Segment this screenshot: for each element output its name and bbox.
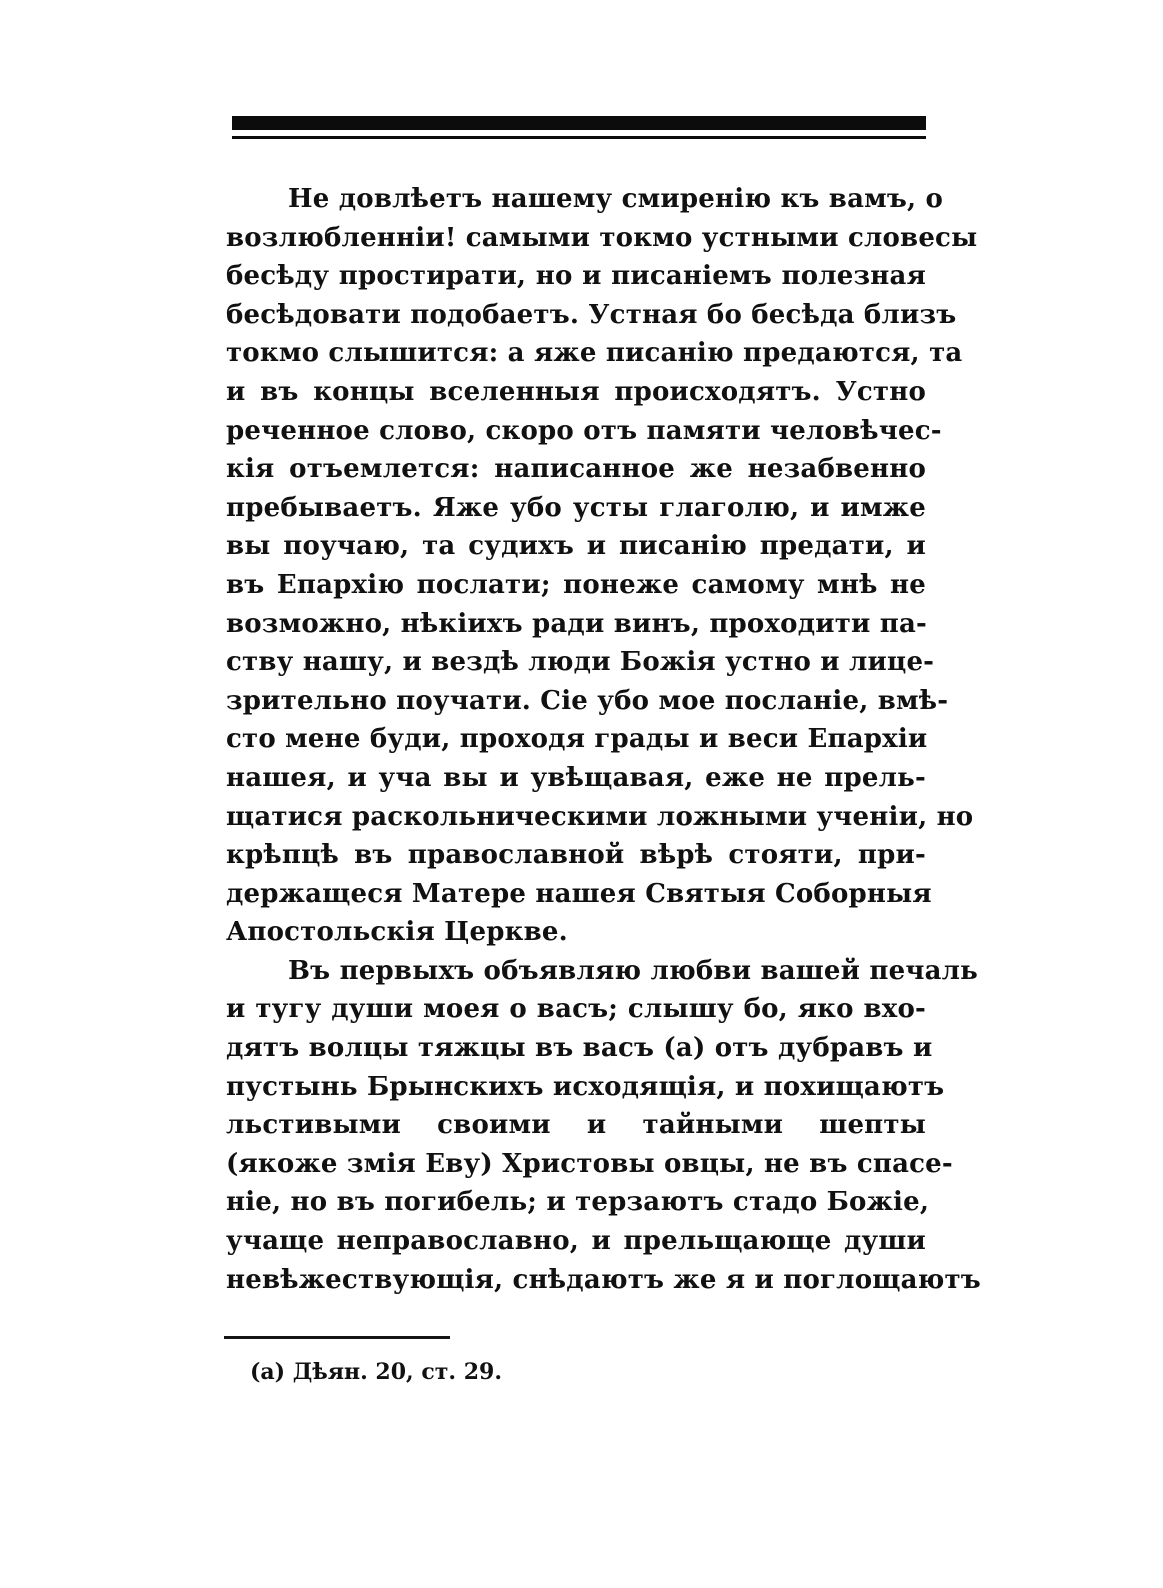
text-line: невѣжествующія, снѣдаютъ же я и поглощаютъ bbox=[226, 1264, 981, 1295]
text-line: Въ первыхъ объявляю любви вашей печаль bbox=[288, 955, 978, 986]
text-line: Апостольскія Церкве. bbox=[226, 917, 568, 948]
text-line: льстивыми своими и тайными шепты bbox=[226, 1110, 926, 1141]
text-line: пустынь Брынскихъ исходящія, и похищаютъ bbox=[226, 1071, 945, 1102]
text-line: ству нашу, и вездѣ люди Божія устно и лице- bbox=[226, 647, 935, 678]
text-line: учаще неправославно, и прельщающе души bbox=[226, 1226, 926, 1257]
text-line: ніе, но въ погибель; и терзаютъ стадо Божіе, bbox=[226, 1187, 930, 1218]
footnote: (а) Дѣян. 20, ст. 29. bbox=[250, 1359, 502, 1385]
text-line: дятъ волцы тяжцы въ васъ (а) отъ дубравъ и bbox=[226, 1033, 933, 1064]
text-line: и въ концы вселенныя происходятъ. Устно bbox=[226, 376, 926, 407]
text-line: токмо слышится: а яже писанію предаются, та bbox=[226, 338, 963, 369]
text-line: держащеся Матере нашея Святыя Соборныя bbox=[226, 878, 932, 909]
text-line: зрительно поучати. Сіе убо мое посланіе, вмѣ- bbox=[226, 685, 949, 716]
text-line: сто мене буди, проходя грады и веси Епархіи bbox=[226, 724, 928, 755]
text-line: бесѣду простирати, но и писаніемъ полезная bbox=[226, 261, 926, 292]
text-line: возможно, нѣкіихъ ради винъ, проходити па- bbox=[226, 608, 928, 639]
text-line: крѣпцѣ въ православной вѣрѣ стояти, при- bbox=[226, 840, 926, 871]
text-line: въ Епархію послати; понеже самому мнѣ не bbox=[226, 569, 926, 600]
header-thick-rule bbox=[232, 116, 926, 130]
main-text bbox=[226, 180, 981, 1299]
text-line: и тугу души моея о васъ; слышу бо, яко вхо- bbox=[226, 994, 926, 1025]
text-line: нашея, и уча вы и увѣщавая, еже не прель- bbox=[226, 762, 926, 793]
text-line: Не довлѣетъ нашему смиренію къ вамъ, о bbox=[288, 184, 944, 214]
text-line: щатися раскольническими ложными ученіи, но bbox=[226, 801, 974, 832]
text-line: вы поучаю, та судихъ и писанію предати, и bbox=[226, 531, 926, 562]
text-line: реченное слово, скоро отъ памяти человѣчес- bbox=[226, 415, 942, 446]
header-thin-rule bbox=[232, 136, 926, 139]
footnote-rule bbox=[224, 1336, 450, 1339]
text-line: кія отъемлется: написанное же незабвенно bbox=[226, 454, 926, 485]
text-line: (якоже змія Еву) Христовы овцы, не въ спасе- bbox=[226, 1148, 953, 1179]
text-line: пребываетъ. Яже убо усты глаголю, и имже bbox=[226, 492, 926, 523]
text-line: возлюбленніи! самыми токмо устными словесы bbox=[226, 222, 978, 253]
text-line: бесѣдовати подобаетъ. Устная бо бесѣда близъ bbox=[226, 299, 957, 330]
